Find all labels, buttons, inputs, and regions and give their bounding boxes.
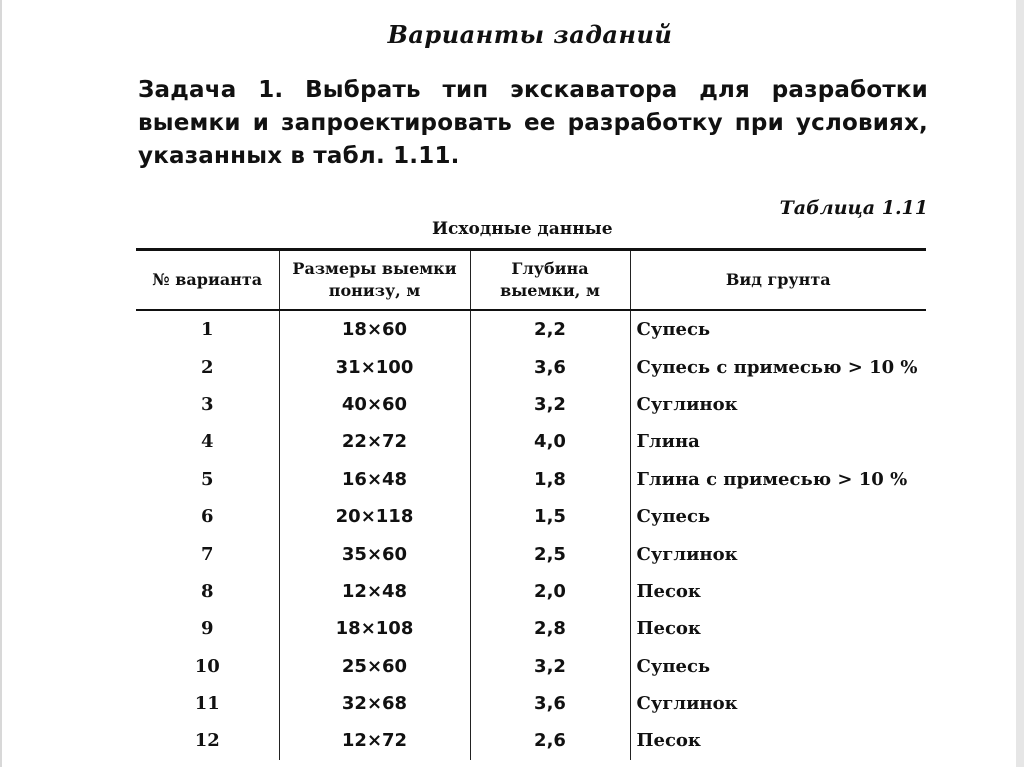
depth-cell: 2,0 <box>470 573 630 610</box>
soil-cell: Супесь <box>630 648 926 685</box>
variant-cell: 8 <box>200 580 214 602</box>
variant-cell: 6 <box>200 506 214 528</box>
variant-cell: 1 <box>200 319 214 341</box>
size-cell: 31×100 <box>279 348 470 385</box>
variant-cell: 5 <box>200 468 214 490</box>
soil-cell: Песок <box>630 573 926 610</box>
task-text: Выбрать тип экскаватора для разработки выемки и запроектировать ее разработку при условиях, указанных в табл. 1.11. <box>138 77 928 169</box>
variant-cell: 11 <box>194 693 220 715</box>
variant-cell: 12 <box>194 730 220 752</box>
table-row <box>136 310 926 348</box>
depth-cell: 1,5 <box>470 498 630 535</box>
size-cell: 22×72 <box>279 423 470 460</box>
soil-cell: Суглинок <box>630 535 926 572</box>
depth-cell: 1,8 <box>470 461 630 498</box>
table-row <box>136 498 926 535</box>
size-cell: 32×68 <box>279 685 470 722</box>
size-cell: 12×72 <box>279 722 470 759</box>
depth-cell: 2,5 <box>470 535 630 572</box>
variant-cell: 2 <box>200 356 214 378</box>
soil-cell: Песок <box>630 722 926 759</box>
soil-cell: Глина <box>630 423 926 460</box>
depth-cell: 2,8 <box>470 610 630 647</box>
size-cell: 16×48 <box>279 461 470 498</box>
table-row <box>136 573 926 610</box>
soil-cell: Суглинок <box>630 685 926 722</box>
variant-cell: 3 <box>200 393 214 415</box>
size-cell: 12×48 <box>279 573 470 610</box>
depth-cell: 3,6 <box>470 685 630 722</box>
table-row <box>136 461 926 498</box>
soil-cell: Супесь <box>630 310 926 348</box>
size-cell: 25×60 <box>279 648 470 685</box>
depth-cell: 4,0 <box>470 423 630 460</box>
table-row <box>136 535 926 572</box>
soil-cell: Глина с примесью > 10 % <box>630 461 926 498</box>
header-soil: Вид грунта <box>630 250 926 311</box>
header-depth: Глубина выемки, м <box>470 250 630 311</box>
depth-cell: 3,2 <box>470 648 630 685</box>
table-caption: Исходные данные <box>432 219 613 239</box>
table-row <box>136 610 926 647</box>
variant-cell: 7 <box>200 543 214 565</box>
header-size: Размеры выемки понизу, м <box>279 250 470 311</box>
table-row <box>136 685 926 722</box>
soil-cell: Супесь <box>630 498 926 535</box>
task-paragraph <box>138 74 928 173</box>
soil-cell: Суглинок <box>630 386 926 423</box>
table-header-row <box>136 250 926 311</box>
soil-cell: Песок <box>630 610 926 647</box>
size-cell: 18×108 <box>279 610 470 647</box>
section-title: Варианты заданий <box>387 20 673 49</box>
table-row <box>136 648 926 685</box>
variant-cell: 10 <box>194 655 220 677</box>
size-cell: 35×60 <box>279 535 470 572</box>
table-row <box>136 722 926 759</box>
table-body <box>136 310 926 760</box>
size-cell: 20×118 <box>279 498 470 535</box>
depth-cell: 3,2 <box>470 386 630 423</box>
variant-cell: 9 <box>200 618 214 640</box>
depth-cell: 2,6 <box>470 722 630 759</box>
depth-cell: 2,2 <box>470 310 630 348</box>
size-cell: 18×60 <box>279 310 470 348</box>
variant-cell: 4 <box>200 431 214 453</box>
task-label: Задача 1. <box>138 77 284 103</box>
depth-cell: 3,6 <box>470 348 630 385</box>
table-row <box>136 348 926 385</box>
variants-table <box>136 248 926 760</box>
table-row <box>136 386 926 423</box>
header-variant: № варианта <box>152 270 263 289</box>
table-number: Таблица 1.11 <box>779 197 928 219</box>
size-cell: 40×60 <box>279 386 470 423</box>
table-row <box>136 423 926 460</box>
soil-cell: Супесь с примесью > 10 % <box>630 348 926 385</box>
